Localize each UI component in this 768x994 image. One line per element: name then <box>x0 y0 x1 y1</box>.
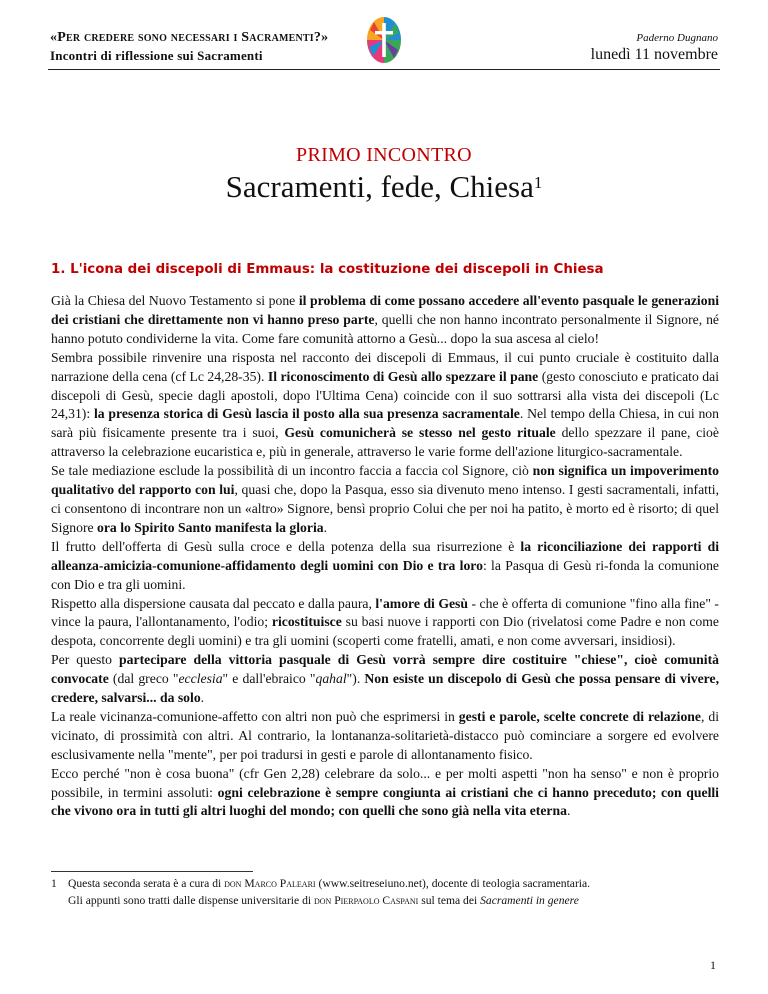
footnote-text: Questa seconda serata è a cura di <box>68 877 225 890</box>
paragraph <box>51 651 719 708</box>
text-run: , quasi che, dopo la Pasqua, esso sia divenuto meno intenso. I gesti sacramentali, infatti, ci consentono di incontrare non un «altro» Signore, bensì proprio Colui che per noi ha patito, è morto ed è risorto; di quel Signore <box>51 482 719 535</box>
text-run: (gesto conosciuto e praticato dai discepoli di Gesù, specie dagli apostoli, dopo l'Ultima Cena) coincide con il suo sottrarsi alla vista dei discepoli (Lc 24,31): <box>51 368 720 422</box>
footnote-line-2 <box>51 893 719 910</box>
paragraph <box>51 292 719 349</box>
text-run: su basi nuove i rapporti con Dio (rivelatosi come Padre e non come despota, concorrente degli uomini) e tra gli uomini (scoperti come fratelli, amati, e non come avversari, insidiosi). <box>51 614 720 649</box>
text-run: " e dall'ebraico " <box>222 671 316 687</box>
series-subtitle: Incontri di riflessione sui Sacramenti <box>50 48 263 63</box>
emphasis-text: Gesù comunicherà se stesso nel gesto rituale <box>284 425 556 441</box>
text-run: - che è offerta di comunione "fino alla fine" - vince la paura, l'allontanamento, l'odio; <box>51 595 719 630</box>
footnote-ref[interactable]: 1 <box>533 173 543 192</box>
paragraph <box>51 538 719 595</box>
emphasis-text: non significa un impoverimento qualitativo del rapporto con lui <box>51 463 719 498</box>
page-header <box>0 0 768 70</box>
text-run: . Nel tempo della Chiesa, in cui non sarà più fisicamente presente tra i suoi, <box>51 406 719 441</box>
header-right <box>591 32 718 64</box>
header-divider <box>48 69 720 70</box>
text-run: . <box>566 803 571 819</box>
title-block <box>0 144 768 205</box>
paragraph <box>51 462 719 538</box>
footnote-text: sul tema dei <box>418 893 481 907</box>
page-number: 1 <box>710 958 716 972</box>
body-text <box>51 292 719 821</box>
text-run: dello spezzare il pane, cioè attraverso la celebrazione eucaristica e, più in generale, attraverso le varie forme dell'azione liturgico-sacramentale. <box>51 425 719 460</box>
emphasis-text: l'amore di Gesù <box>375 595 469 611</box>
footnote-work-title: Sacramenti in genere <box>480 893 579 907</box>
header-date: lunedì 11 novembre <box>590 46 718 63</box>
footnote-divider <box>51 871 253 872</box>
text-run: Ecco perché "non è cosa buona" (cfr Gen 2,28) celebrare da solo... e per molti aspetti "non ha senso" e non è proprio possibile, in termini assoluti: <box>51 765 719 800</box>
emphasis-text: ricostituisce <box>271 614 342 630</box>
text-run: Già la Chiesa del Nuovo Testamento si pone <box>51 293 299 308</box>
page-title-text: Sacramenti, fede, Chiesa <box>225 169 534 204</box>
text-run: Rispetto alla dispersione causata dal peccato e dalla paura, <box>51 595 376 611</box>
emphasis-text: ora lo Spirito Santo manifesta la gloria <box>97 519 324 535</box>
header-left <box>50 30 328 64</box>
emphasis-text: la presenza storica di Gesù lascia il posto alla sua presenza sacramentale <box>93 406 520 422</box>
meeting-kicker: PRIMO INCONTRO <box>296 144 472 166</box>
footnote-text: Gli appunti sono tratti dalle dispense universitarie di <box>68 893 314 907</box>
italic-term: ecclesia <box>178 671 223 687</box>
text-run: . <box>323 519 328 535</box>
footnote-number: 1 <box>51 877 57 890</box>
footnote-author: don Pierpaolo Caspani <box>314 893 419 907</box>
emphasis-text: la riconciliazione dei rapporti di alleanza-amicizia-comunione-affidamento degli uomini con Dio e tra loro <box>51 538 719 573</box>
footnote <box>51 876 719 909</box>
paragraph <box>51 708 719 765</box>
series-title: «Per credere sono necessari i Sacramenti?» <box>50 30 329 45</box>
emphasis-text: Non esiste un discepolo di Gesù che possa pensare di vivere, credere, salvarsi... da solo <box>51 671 719 706</box>
emphasis-text: il problema di come possano accedere all'evento pasquale le generazioni dei cristiani che direttamente non vi hanno preso parte <box>51 293 719 327</box>
paragraph <box>51 349 719 462</box>
header-place: Paderno Dugnano <box>636 32 718 44</box>
paragraph <box>51 595 719 652</box>
emphasis-text: gesti e parole, scelte concrete di relazione <box>458 708 701 724</box>
text-run: (dal greco " <box>108 671 179 687</box>
text-run: Sembra possibile rinvenire una risposta nel racconto dei discepoli di Emmaus, il cui punto cruciale è costituito dalla narrazione della cena (cf Lc 24,28-35). <box>51 349 719 384</box>
emphasis-text: partecipare della vittoria pasquale di Gesù vorrà sempre dire costituire "chiese", cioè comunità convocate <box>51 652 720 687</box>
footnote-author: don Marco Paleari <box>224 877 316 890</box>
emphasis-text: ogni celebrazione è sempre congiunta ai cristiani che ci hanno preceduto; con quelli che vivono ora in tutti gli altri luoghi del mondo; con quelli che sono già nella vita eterna <box>51 784 719 819</box>
text-run: "). <box>346 671 365 687</box>
italic-term: qahal <box>315 671 347 687</box>
text-run: : la Pasqua di Gesù ri-fonda la comunione con Dio e tra gli uomini. <box>51 557 719 592</box>
text-run: Per questo <box>51 652 120 668</box>
text-run: La reale vicinanza-comunione-affetto con altri non può che esprimersi in <box>51 708 459 724</box>
text-run: , di vicinato, di prossimità con altri. Al contrario, la lontananza-solitarietà-distacco può cominciare a sorgere ed evolvere esclusivamente nella "mente", per poi tradursi in gesti e parole di allontanamento fisico. <box>51 708 719 762</box>
footnote-line-1 <box>51 876 719 893</box>
parish-logo-icon <box>366 16 402 64</box>
page-title <box>0 169 768 205</box>
emphasis-text: Il riconoscimento di Gesù allo spezzare il pane <box>267 368 539 384</box>
section-heading: 1. L'icona dei discepoli di Emmaus: la costituzione dei discepoli in Chiesa <box>51 262 604 277</box>
paragraph <box>51 765 719 822</box>
text-run: . <box>200 690 205 706</box>
text-run: Il frutto dell'offerta di Gesù sulla croce e della potenza della sua risurrezione è <box>51 538 521 554</box>
text-run: Se tale mediazione esclude la possibilità di un incontro faccia a faccia col Signore, ciò <box>51 463 533 479</box>
footnote-text: (www.seitreseiuno.net), docente di teologia sacramentaria. <box>315 877 591 890</box>
text-run: , quelli che non hanno incontrato personalmente il Signore, né hanno potuto condividerne la vita. Come fare comunità attorno a Gesù... dopo la sua ascesa al cielo! <box>51 311 719 346</box>
